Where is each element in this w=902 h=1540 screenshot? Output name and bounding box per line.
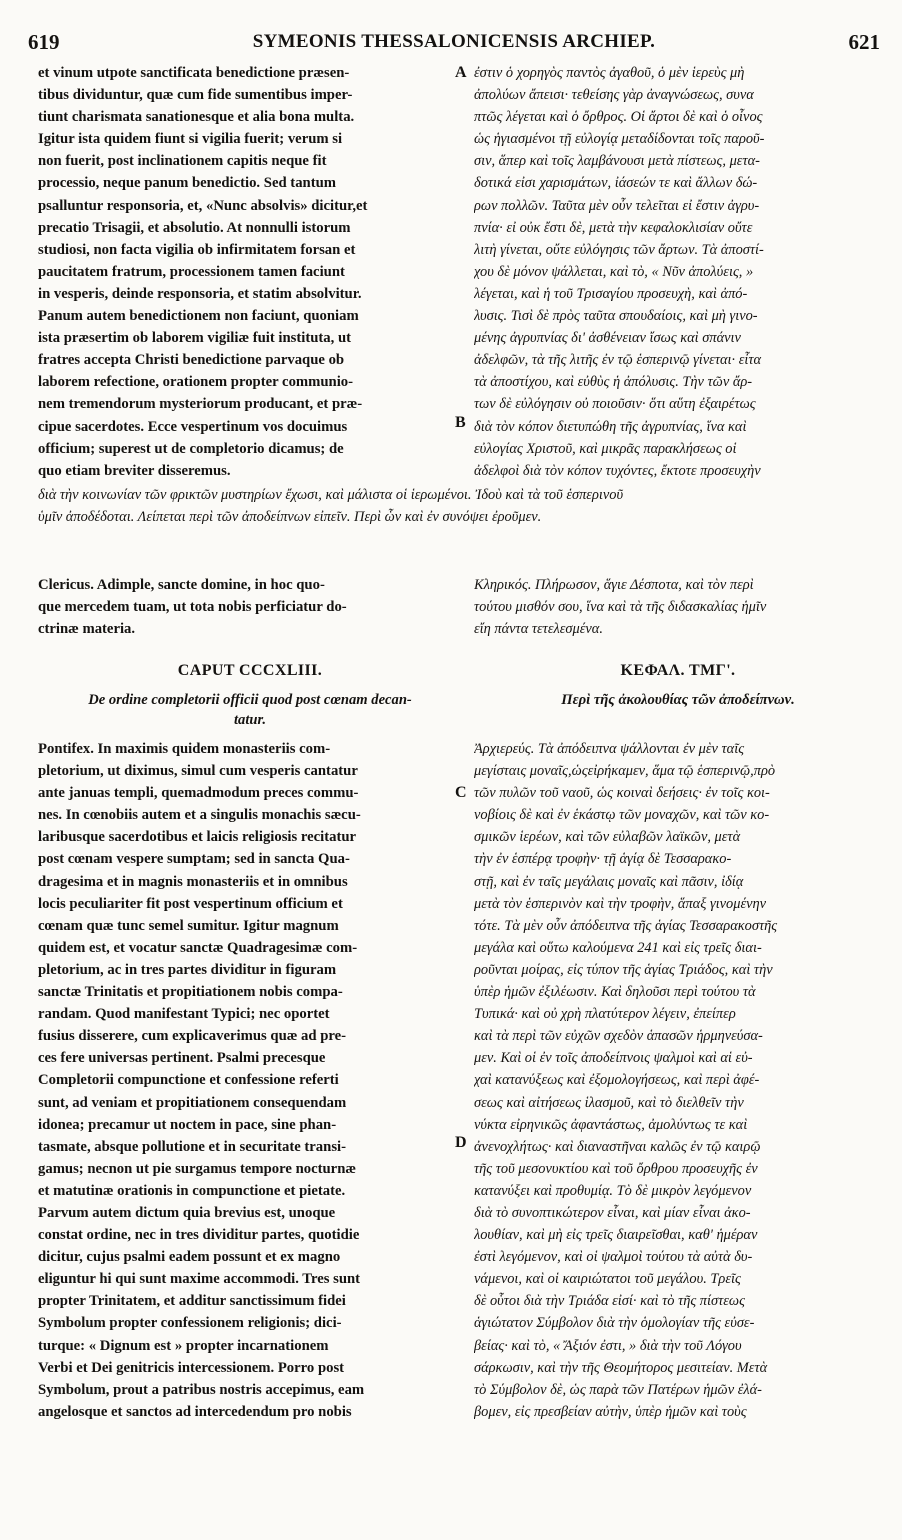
text-line: σμικῶν ἱερέων, καὶ τῶν εὐλαβῶν λαϊκῶν, μετὰ [474,829,741,846]
text-line: σιν, ἅπερ καὶ τοῖς λαμβάνουσι μετὰ πίστεως, μετα- [474,153,760,170]
running-header [28,30,880,56]
text-line: pletorium, ut diximus, simul cum vesperis cantatur [38,763,358,780]
text-line: ὑμῖν ἀποδέδοται. Λείπεται περὶ τῶν ἀποδείπνων εἰπεῖν. Περὶ ὧν καὶ ἐν συνόψει ἐροῦμεν. [38,509,542,526]
text-line: μετὰ τὸν ἑσπερινὸν καὶ τὴν τροφὴν, ἅπαξ γινομένην [474,895,767,912]
text-line: πνία· εἰ οὐκ ἔστι δὲ, μετὰ τὴν κεφαλοκλισίαν οὔτε [474,219,753,236]
text-line: paucitatem fratrum, processionem tamen faciunt [38,263,345,280]
text-line: τῶν πυλῶν τοῦ ναοῦ, ὡς κοιναὶ δεήσεις· ἐν τοῖς κοι- [474,785,770,802]
text-line: εὐλογίας Χριστοῦ, καὶ μικρᾶς παρακλήσεως οἱ [474,440,737,457]
text-line: καὶ τὰ περὶ τῶν εὐχῶν σχεδὸν ἁπασῶν ἡρμηνεύσα- [474,1028,763,1045]
latin-chapter-subtitle [38,690,462,730]
margin-letter-a: A [455,64,467,81]
text-line: gamus; necnon ut pie surgamus tempore nocturnæ [38,1160,356,1177]
text-line: quidem est, et vocatur sanctæ Quadragesimæ com- [38,939,358,956]
greek-column-section1 [474,62,882,482]
text-line: εἴη πάντα τετελεσμένα. [474,621,603,638]
text-line: Igitur ista quidem fiunt si vigilia fuerit; verum si [38,131,343,148]
text-line: dragesima et in magnis monasteriis et in omnibus [38,873,348,890]
text-line: sanctæ Trinitatis et propitiationem nobis compa- [38,984,343,1001]
text-line: ἀνενοχλήτως· καὶ διαναστῆναι καλῶς ἐν τῷ καιρῷ [474,1138,761,1155]
text-line: Completorii compunctione et confessione referti [38,1072,339,1089]
page-number-left: 619 [28,30,60,54]
text-line: nem tremendorum mysteriorum producant, et præ- [38,396,363,413]
running-title: SYMEONIS THESSALONICENSIS ARCHIEP. [252,31,656,52]
text-line: eliguntur hi qui sunt maxime accommodi. Tres sunt [38,1271,361,1288]
text-line: Verbi et Dei genitricis intercessionem. Porro post [38,1359,345,1376]
text-line: πτῶς λέγεται καὶ ὁ ὄρθρος. Οἱ ἄρτοι δὲ καὶ ὁ οἶνος [474,109,763,126]
text-line: τὸ Σύμβολον δὲ, ὡς παρὰ τῶν Πατέρων ἡμῶν ἐλά- [474,1381,762,1398]
text-line: processio, neque panum benedictio. Sed tantum [38,175,337,192]
text-line: propter Trinitatem, et additur sanctissimum fidei [38,1293,346,1310]
text-line: dicitur, cujus psalmi eadem possunt et ex magno [38,1249,341,1266]
text-line: laborem refectione, orationem propter communio- [38,374,354,391]
text-line: studiosi, non facta vigilia ob infirmitatem forsan et [38,241,356,258]
text-line: λέγεται, καὶ ἡ τοῦ Τρισαγίου προσευχὴ, καὶ ἀπό- [474,285,748,302]
latin-column-section1 [38,62,462,482]
text-line: ἀδελφῶν, τὰ τῆς λιτῆς ἐν τῷ ἑσπερινῷ γίνεται· εἶτα [474,352,762,369]
text-line: que mercedem tuam, ut tota nobis perficiatur do- [38,599,347,616]
greek-chapter-subtitle: Περὶ τῆς ἀκολουθίας τῶν ἀποδείπνων. [561,692,795,708]
text-line: νάμενοι, καὶ οἱ καιριώτατοι τοῦ μεγάλου. Τρεῖς [474,1271,741,1288]
text-line: ὡς ἡγιασμένοι τῇ εὐλογίᾳ μεταδίδονται τοῖς παροῦ- [474,131,765,148]
text-line: λιτὴ γίνεται, οὔτε εὐλόγησις τῶν ἄρτων. Τὰ ἀποστί- [474,241,764,258]
text-line: ρων πολλῶν. Ταῦτα μὲν οὖν τελεῖται εἰ ἔστιν ἀγρυ- [474,197,760,214]
text-line: et vinum utpote sanctificata benedictione præsen- [38,65,350,81]
text-line: cœnam quæ tunc semel sumitur. Igitur magnum [38,917,339,934]
text-line: Parvum autem dictum quia brevius est, unoque [38,1204,336,1221]
text-line: τῆς τοῦ μεσονυκτίου καὶ τοῦ ὄρθρου προσευχῆς ἐν [474,1160,758,1177]
text-line: in vesperis, deinde responsoria, et statim absolvitur. [38,285,362,302]
text-line: psalluntur responsoria, et, «Nunc absolvis» dicitur,et [38,197,368,214]
text-line: Clericus. Adimple, sancte domine, in hoc quo- [38,577,325,593]
text-line: λυσις. Τισὶ δὲ πρὸς ταῦτα σπουδαίοις, καὶ μὴ γινο- [474,308,758,325]
text-line: et matutinæ orationis in compunctione et pietate. [38,1182,346,1199]
text-line: randam. Quod manifestant Typici; nec oportet [38,1006,330,1023]
text-line: λουθίαν, καὶ μὴ εἰς τρεῖς διαιρεῖσθαι, καθ' ἡμέραν [474,1227,758,1244]
latin-column-section2 [38,738,462,1423]
greek-clericus-paragraph [474,574,882,640]
text-line: δοτικά εἰσι χαρισμάτων, ἰάσεών τε καὶ ἄλλων δώ- [474,175,758,192]
text-line: ista præsertim ob laborem vigiliæ fuit instituta, ut [38,330,352,347]
text-line: βείας· καὶ τὸ, « Ἄξιόν ἐστι, » διὰ τὴν τοῦ Λόγου [474,1337,742,1354]
text-line: δὲ οὗτοι διὰ τὴν Τριάδα εἰσί· καὶ τὸ τῆς πίστεως [474,1293,745,1310]
greek-full-width-lines [38,484,884,529]
text-line: των δὲ εὐλόγησιν οὐ ποιοῦσιν· ὅτι αὕτη ἐξαιρέτως [474,396,756,413]
text-line: De ordine completorii officii quod post cœnam decan- [88,692,412,708]
text-line: idonea; precamur ut noctem in pace, sine phan- [38,1116,337,1133]
text-line: σάρκωσιν, καὶ τὴν τῆς Θεομήτορος μεσιτείαν. Μετὰ [474,1359,768,1376]
text-line: sunt, ad veniam et propitiationem consequendam [38,1094,347,1111]
text-line: nes. In cœnobiis autem et a singulis monachis sæcu- [38,807,361,824]
text-line: ante januas templi, quemadmodum preces commu- [38,785,359,802]
text-line: tibus dividuntur, quæ cum fide sumentibus imper- [38,87,353,104]
text-line: σεως καὶ αἰτήσεως ἱλασμοῦ, καὶ τὸ διελθεῖν τὴν [474,1094,744,1111]
greek-chapter-title: ΚΕΦΑΛ. ΤΜΓ'. [620,662,736,679]
text-line: tasmate, absque pollutione et in securitate transi- [38,1138,347,1155]
text-line: tatur. [233,712,267,728]
text-line: ὑπὲρ ἡμῶν ἐξιλέωσιν. Καὶ δηλοῦσι περὶ τούτου τὰ [474,984,756,1001]
text-line: τούτου μισθόν σου, ἵνα καὶ τὰ τῆς διδασκαλίας ἡμῖν [474,599,767,616]
text-line: angelosque et sanctos ad intercedendum pro nobis [38,1403,352,1420]
text-line: Τυπικά· καὶ οὐ χρὴ πλατύτερον λέγειν, ἐπείπερ [474,1006,736,1023]
text-line: ἀδελφοὶ διὰ τὸν κόπον τυχόντες, ἔκτοτε προσευχὴν [474,462,761,479]
text-line: χου δὲ μόνον ψάλλεται, καὶ τὸ, « Νῦν ἀπολύεις, » [474,263,754,280]
margin-letter-b: B [455,414,466,431]
text-line: κατανύξει καὶ προθυμίᾳ. Τὸ δὲ μικρὸν λεγόμενον [474,1182,752,1199]
text-line: ἁγιώτατον Σύμβολον διὰ τὴν ὁμολογίαν τῆς εὐσε- [474,1315,755,1332]
page-number-right: 621 [848,30,880,54]
text-line: ἐστὶ λεγόμενον, καὶ οἱ ψαλμοὶ τούτου τὰ αὐτὰ δυ- [474,1249,753,1266]
text-line: στῇ, καὶ ἐν ταῖς μεγάλαις μοναῖς καὶ πᾶσιν, ἰδίᾳ [474,873,744,890]
text-line: Κληρικός. Πλήρωσον, ἅγιε Δέσποτα, καὶ τὸν περὶ [474,577,754,593]
text-line: quo etiam breviter disseremus. [38,462,231,479]
text-line: laribusque sacerdotibus et laicis religiosis recitatur [38,829,357,846]
text-line: non fuerit, post inclinationem capitis neque fit [38,153,327,170]
text-line: ces fere universas pertinent. Psalmi precesque [38,1050,326,1067]
text-line: ἀπολύων ἄπεισι· τεθείσης γὰρ ἀναγνώσεως, συνα [474,87,754,104]
text-line: ροῦνται μοίρας, εἰς τύπον τῆς ἁγίας Τριάδος, καὶ τὴν [474,961,773,978]
text-line: μένης ἀγρυπνίας δι' ἀσθένειαν ἴσως καὶ σπάνιν [474,330,741,347]
text-line: διὰ τὸ συνοπτικώτερον εἶναι, καὶ μίαν εἶναι ἀκο- [474,1204,751,1221]
text-line: fratres accepta Christi benedictione parvaque ob [38,352,345,369]
text-line: μεν. Καὶ οἱ ἐν τοῖς ἀποδείπνοις ψαλμοὶ καὶ αἱ εὐ- [474,1050,753,1067]
margin-letter-d: D [455,1134,467,1151]
text-line: tiunt charismata sanationesque et alia bona multa. [38,109,355,126]
text-line: fusius disserere, cum explicaverimus quæ ad pre- [38,1028,347,1045]
text-line: Ἀρχιερεύς. Τὰ ἀπόδειπνα ψάλλονται ἐν μὲν ταῖς [474,741,745,757]
text-line: Symbolum propter confessionem religionis; dici- [38,1315,342,1332]
text-line: τὰ ἀποστίχου, καὶ εὐθὺς ἡ ἀπόλυσις. Τὴν τῶν ἄρ- [474,374,753,391]
text-line: διὰ τὴν κοινωνίαν τῶν φρικτῶν μυστηρίων ἔχωσι, καὶ μάλιστα οἱ ἱερωμένοι. Ἰδοὺ καὶ τὰ τοῦ ἑσπερινοῦ [38,487,624,503]
text-line: officium; superest ut de completorio dicamus; de [38,440,344,457]
text-line: διὰ τὸν κόπον διετυπώθη τῆς ἀγρυπνίας, ἵνα καὶ [474,418,747,435]
text-line: νοβίοις δὲ καὶ ἐν ἑκάστῳ τῶν μοναχῶν, καὶ τῶν κο- [474,807,770,824]
latin-chapter-title: CAPUT CCCXLIII. [177,662,323,679]
text-line: χαὶ κατανύξεως καὶ ἐξομολογήσεως, καὶ περὶ ἀφέ- [474,1072,760,1089]
text-line: Symbolum, prout a patribus nostris accepimus, eam [38,1381,365,1398]
text-line: τὴν ἐν ἑσπέρᾳ τροφὴν· τῇ ἁγίᾳ δὲ Τεσσαρακο- [474,851,732,868]
text-line: locis peculiariter fit post vespertinum officium et [38,895,343,912]
greek-column-section2 [474,738,882,1423]
text-line: μεγίσταις μοναῖς,ὡςεἰρήκαμεν, ἅμα τῷ ἑσπερινῷ,πρὸ [474,763,776,780]
text-line: pletorium, ac in tres partes dividitur in figuram [38,961,337,978]
text-line: τότε. Τὰ μὲν οὖν ἀπόδειπνα τῆς ἁγίας Τεσσαρακοστῆς [474,917,778,934]
text-line: post cœnam vespere sumptam; sed in sancta Qua- [38,851,350,868]
text-line: νύκτα εἰρηνικῶς ἀφαντάστως, ἀμολύντως τε καὶ [474,1116,748,1133]
text-line: precatio Trisagii, et absolutio. At nonnulli istorum [38,219,351,236]
margin-letter-c: C [455,784,467,801]
latin-clericus-paragraph [38,574,462,640]
text-line: cipue sacerdotes. Ecce vespertinum vos docuimus [38,418,348,435]
text-line: βομεν, εἰς πρεσβείαν αὐτὴν, ὑπὲρ ἡμῶν καὶ τοὺς [474,1403,747,1420]
text-line: Pontifex. In maximis quidem monasteriis com- [38,741,331,757]
text-line: μεγάλα καὶ οὕτω καλούμενα 241 καὶ εἰς τρεῖς διαι- [474,939,762,956]
text-line: ἐστιν ὁ χορηγὸς παντὸς ἀγαθοῦ, ὁ μὲν ἱερεὺς μὴ [474,65,745,81]
text-line: constat ordine, nec in tres dividitur partes, quotidie [38,1227,360,1244]
text-line: Panum autem benedictionem non faciunt, quoniam [38,308,359,325]
text-line: turque: « Dignum est » propter incarnationem [38,1337,329,1354]
text-line: ctrinæ materia. [38,621,136,638]
